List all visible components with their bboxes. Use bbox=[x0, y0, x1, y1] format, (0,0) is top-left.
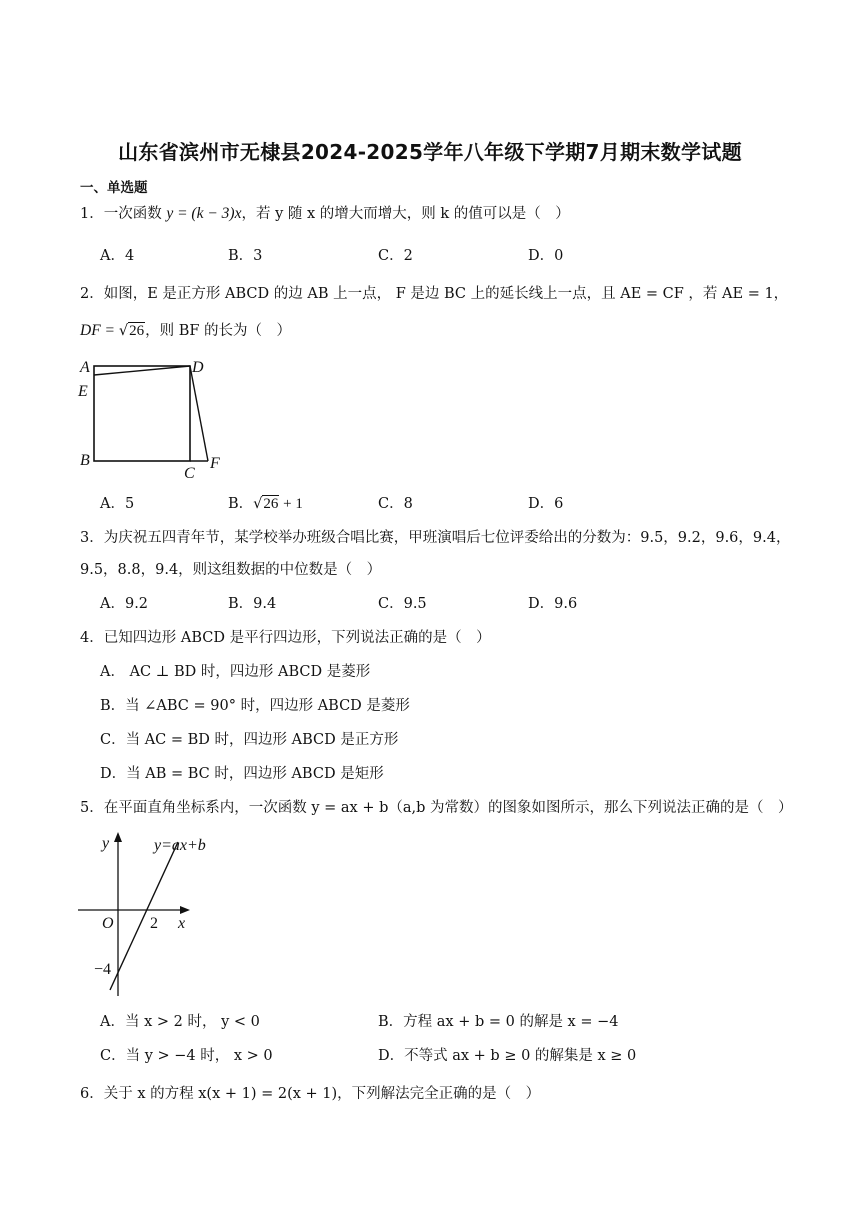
label-d: D bbox=[192, 359, 204, 376]
question-number: 5． bbox=[80, 800, 104, 816]
q1-option-b[interactable]: B．3 bbox=[228, 248, 263, 264]
label-e: E bbox=[78, 383, 88, 400]
label-c: C bbox=[184, 465, 195, 482]
q4-option-c[interactable]: C．当 AC = BD 时，四边形 ABCD 是正方形 bbox=[100, 732, 399, 748]
stem-text: 在平面直角坐标系内，一次函数 y = ax + b（a,b 为常数）的图象如图所示，那么下列说法正确的是（ ） bbox=[103, 800, 793, 816]
q1-option-c[interactable]: C．2 bbox=[378, 248, 413, 264]
q5-option-a[interactable]: A．当 x > 2 时， y < 0 bbox=[100, 1014, 260, 1030]
question-4-stem bbox=[80, 628, 491, 648]
q2-option-d[interactable]: D．6 bbox=[528, 496, 564, 512]
q3-option-c[interactable]: C．9.5 bbox=[378, 596, 427, 612]
label-y-intercept: −4 bbox=[94, 961, 112, 978]
label-a: A bbox=[80, 359, 90, 376]
question-2-stem-line2: DF = √26，则 BF 的长为（ ） bbox=[80, 322, 292, 339]
q5-option-b[interactable]: B．方程 ax + b = 0 的解是 x = −4 bbox=[378, 1014, 619, 1030]
q1-option-d[interactable]: D．0 bbox=[528, 248, 564, 264]
formula: DF = bbox=[80, 322, 119, 339]
q2-square-figure bbox=[74, 356, 234, 486]
question-3-stem-line2: 9.5，8.8，9.4，则这组数据的中位数是（ ） bbox=[80, 562, 382, 578]
question-number: 3． bbox=[80, 530, 104, 546]
label-origin: O bbox=[102, 915, 114, 932]
question-5-stem bbox=[80, 798, 793, 818]
q5-option-d[interactable]: D．不等式 ax + b ≥ 0 的解集是 x ≥ 0 bbox=[378, 1048, 637, 1064]
section-heading: 一、单选题 bbox=[80, 180, 148, 196]
question-number: 1． bbox=[80, 206, 104, 222]
question-number: 2． bbox=[80, 286, 104, 302]
label-f: F bbox=[210, 455, 220, 472]
formula: y = (k − 3)x bbox=[166, 205, 242, 222]
stem-text: 关于 x 的方程 x(x + 1) = 2(x + 1)，下列解法完全正确的是（ ） bbox=[103, 1086, 541, 1102]
question-1-stem bbox=[80, 204, 570, 224]
q4-option-a[interactable]: A． AC ⊥ BD 时，四边形 ABCD 是菱形 bbox=[100, 664, 371, 680]
question-3-stem-line1 bbox=[80, 528, 790, 548]
question-6-stem bbox=[80, 1084, 540, 1104]
stem-text: ，则 BF 的长为（ ） bbox=[145, 323, 292, 339]
stem-text: 一次函数 bbox=[103, 206, 162, 222]
stem-text: ，若 y 随 x 的增大而增大，则 k 的值可以是（ ） bbox=[241, 206, 570, 222]
label-x-axis: x bbox=[178, 915, 186, 932]
q4-option-d[interactable]: D．当 AB = BC 时，四边形 ABCD 是矩形 bbox=[100, 766, 384, 782]
stem-text: 如图，E 是正方形 ABCD 的边 AB 上一点， F 是边 BC 上的延长线上一点，且 AE = CF ，若 AE = 1， bbox=[103, 286, 789, 302]
label-x-intercept: 2 bbox=[150, 915, 158, 932]
sqrt-value: 26 bbox=[129, 323, 145, 339]
q3-option-d[interactable]: D．9.6 bbox=[528, 596, 578, 612]
question-2-stem-line1 bbox=[80, 284, 788, 304]
stem-text: 为庆祝五四青年节，某学校举办班级合唱比赛，甲班演唱后七位评委给出的分数为：9.5，9.2，9.6，9.4， bbox=[103, 530, 791, 546]
question-number: 6． bbox=[80, 1086, 104, 1102]
q4-option-b[interactable]: B．当 ∠ABC = 90° 时，四边形 ABCD 是菱形 bbox=[100, 698, 410, 714]
stem-text: 已知四边形 ABCD 是平行四边形，下列说法正确的是（ ） bbox=[103, 630, 491, 646]
question-number: 4． bbox=[80, 630, 104, 646]
q3-option-a[interactable]: A．9.2 bbox=[100, 596, 149, 612]
label-y-axis: y bbox=[102, 835, 110, 852]
q2-option-b[interactable]: B．√26 + 1 bbox=[228, 496, 303, 512]
label-line-equation: y=ax+b bbox=[154, 837, 206, 854]
q2-option-a[interactable]: A．5 bbox=[100, 496, 135, 512]
q3-option-b[interactable]: B．9.4 bbox=[228, 596, 277, 612]
q1-option-a[interactable]: A．4 bbox=[100, 248, 135, 264]
q5-line-graph bbox=[74, 826, 234, 1001]
q5-option-c[interactable]: C．当 y > −4 时， x > 0 bbox=[100, 1048, 273, 1064]
page-title: 山东省滨州市无棣县2024-2025学年八年级下学期7月期末数学试题 bbox=[118, 140, 742, 164]
q2-option-c[interactable]: C．8 bbox=[378, 496, 413, 512]
label-b: B bbox=[80, 452, 90, 469]
